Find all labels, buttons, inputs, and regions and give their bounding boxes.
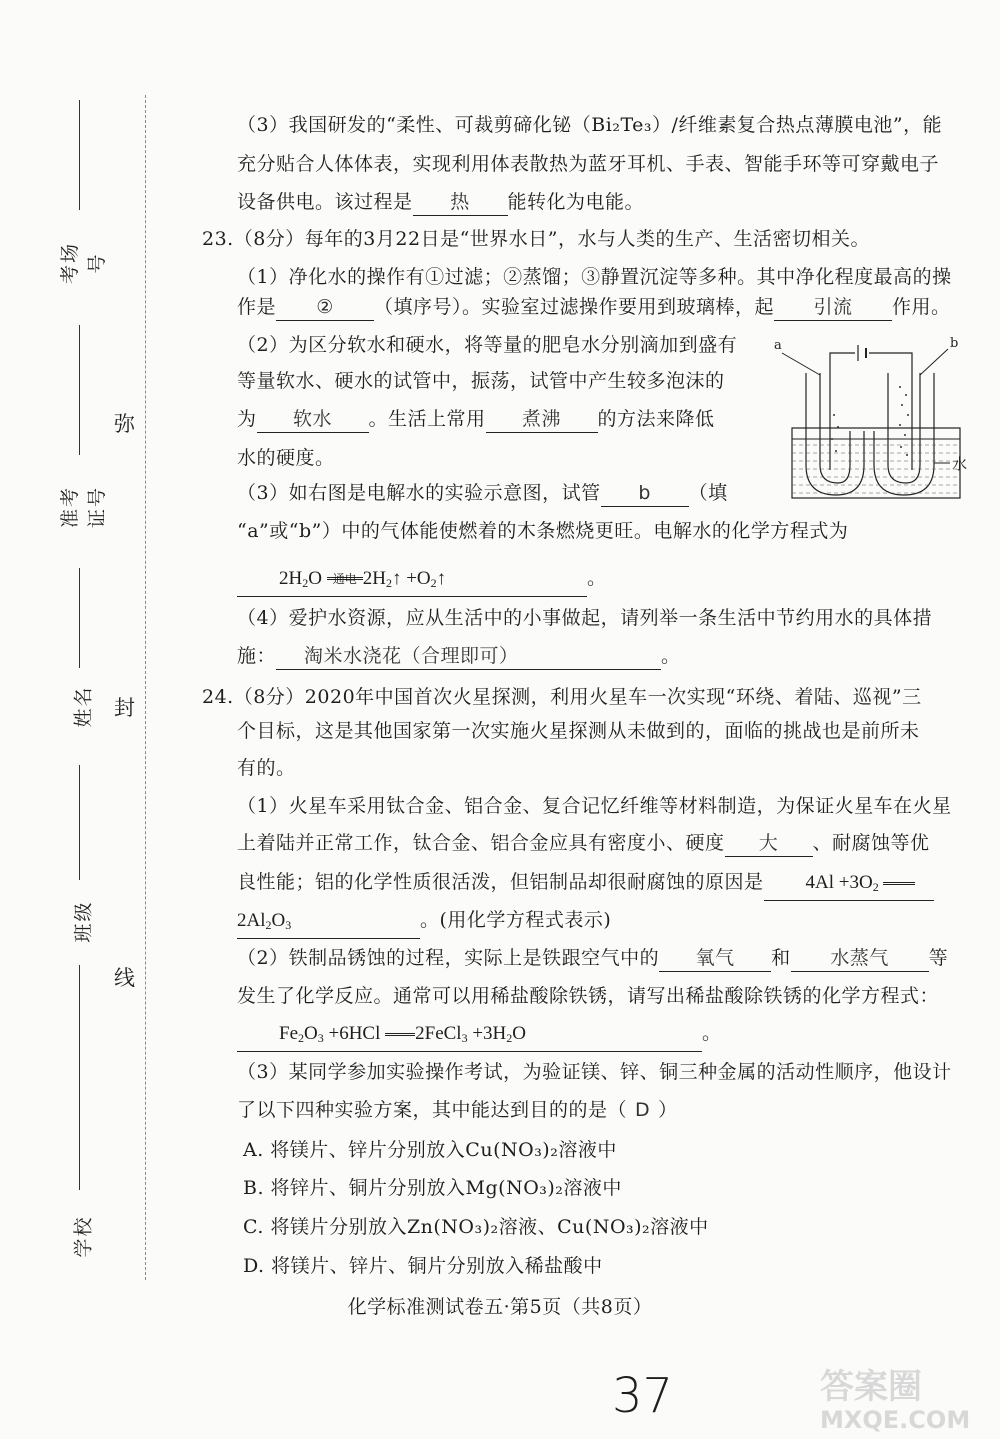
q22-3-line3: 设备供电。该过程是 热 能转化为电能。 <box>237 189 644 216</box>
q23-heading: 23.（8分）每年的3月22日是“世界水日”，水与人类的生产、生活密切相关。 <box>202 228 870 250</box>
name-line <box>79 568 80 668</box>
watermark-bottom: MXQE.COM <box>820 1406 971 1434</box>
watermark-top: 答案圈 <box>820 1367 922 1407</box>
choice-answer[interactable]: D <box>635 1099 651 1121</box>
answer-blank[interactable]: b <box>601 480 689 507</box>
answer-blank[interactable]: 煮沸 <box>486 406 598 433</box>
q24-2-line1: （2）铁制品锈蚀的过程，实际上是铁跟空气中的 氧气 和 水蒸气 等 <box>237 945 948 972</box>
pointer-a <box>782 353 820 375</box>
answer-blank[interactable]: 引流 <box>774 294 892 321</box>
answer-blank[interactable]: 淘米水浇花（合理即可） <box>276 643 661 670</box>
q23-1-line1: （1）净化水的操作有①过滤；②蒸馏；③静置沉淀等多种。其中净化程度最高的操 <box>237 266 952 288</box>
wire-right <box>869 353 912 470</box>
diagram-label-a: a <box>774 338 782 353</box>
equation-blank[interactable]: $2Al_2O_3$ <box>237 908 420 939</box>
exam-room-label: 考场号 <box>59 242 108 285</box>
option-a: A. 将镁片、锌片分别放入Cu(NO₃)₂溶液中 <box>243 1139 617 1161</box>
school-line <box>79 965 80 1190</box>
seal-char-mi: 弥 <box>114 412 135 436</box>
equation-blank[interactable]: $2H_2O$ 通电 $2H_2↑$ $+O_2↑$ <box>237 566 587 597</box>
q24-3-line1: （3）某同学参加实验操作考试，为验证镁、锌、铜三种金属的活动性顺序，他设计 <box>237 1061 952 1083</box>
q22-3-line2: 充分贴合人体体表，实现利用体表散热为蓝牙耳机、手表、智能手环等可穿戴电子 <box>237 153 940 175</box>
q23-2-line3: 为 软水 。生活上常用 煮沸 的方法来降低 <box>237 406 715 433</box>
q23-2-line2: 等量软水、硬水的试管中，振荡，试管中产生较多泡沫的 <box>237 370 725 392</box>
answer-blank[interactable]: 大 <box>725 830 813 857</box>
q23-4-line1: （4）爱护水资源，应从生活中的小事做起，请列举一条生活中节约用水的具体措 <box>237 607 933 629</box>
answer-blank[interactable]: ② <box>276 294 374 321</box>
q24-1-line4: $2Al_2O_3$ 。(用化学方程式表示) <box>237 907 611 939</box>
q24-heading-line2: 个目标，这是其他国家第一次实施火星探测从未做到的，面临的挑战也是前所未 <box>237 720 920 742</box>
q24-heading: 24.（8分）2020年中国首次火星探测，利用火星车一次实现“环绕、着陆、巡视”三 <box>202 686 922 708</box>
class-label: 班级 <box>72 900 95 943</box>
binding-margin <box>0 0 150 1439</box>
q23-3-line2: “a”或“b”）中的气体能使燃着的木条燃烧更旺。电解水的化学方程式为 <box>237 520 849 542</box>
exam-room-line <box>79 100 80 210</box>
option-d: D. 将镁片、锌片、铜片分别放入稀盐酸中 <box>243 1255 603 1277</box>
q23-1-line2: 作是 ② （填序号）。实验室过滤操作要用到玻璃棒，起 引流 作用。 <box>237 294 951 321</box>
q23-4-line2: 施： 淘米水浇花（合理即可） 。 <box>237 643 681 670</box>
equation-blank[interactable]: $Fe_2O_3 +6HCl$ 2FeCl$_3$ $+3H_2O$ <box>237 1021 702 1052</box>
answer-blank[interactable]: 软水 <box>257 406 369 433</box>
handwritten-page-number: 37 <box>612 1368 674 1424</box>
wire-left <box>830 353 855 470</box>
diagram-label-water: 水 <box>952 455 968 473</box>
q24-1-line3: 良性能；铝的化学性质很活泼，但铝制品却很耐腐蚀的原因是 $4Al +3O_2$ <box>237 869 934 901</box>
school-label: 学校 <box>72 1215 95 1258</box>
q23-3-line1: （3）如右图是电解水的实验示意图，试管 b （填 <box>237 480 728 507</box>
answer-blank[interactable]: 热 <box>413 189 508 216</box>
q24-heading-line3: 有的。 <box>237 757 296 779</box>
q23-3-equation-line: $2H_2O$ 通电 $2H_2↑$ $+O_2↑$ 。 <box>237 566 606 597</box>
electrolysis-diagram <box>770 335 985 500</box>
q23-2-line4: 水的硬度。 <box>237 447 335 469</box>
admission-number-line <box>79 325 80 455</box>
class-line <box>79 765 80 880</box>
equation-blank[interactable]: $4Al +3O_2$ <box>764 870 934 901</box>
watermark-logo <box>812 1360 992 1435</box>
q24-1-line2: 上着陆并正常工作，钛合金、铝合金应具有密度小、硬度 大 、耐腐蚀等优 <box>237 830 930 857</box>
q22-3-line1: （3）我国研发的“柔性、可裁剪碲化铋（Bi₂Te₃）/纤维素复合热点薄膜电池”，能 <box>237 114 943 136</box>
pointer-b <box>920 349 948 375</box>
q24-2-line2: 发生了化学反应。通常可以用稀盐酸除铁锈，请写出稀盐酸除铁锈的化学方程式： <box>237 985 940 1007</box>
page-footer: 化学标准测试卷五·第5页（共8页） <box>347 1296 653 1318</box>
q24-3-line2: 了以下四种实验方案，其中能达到目的的是（ D ） <box>237 1099 678 1121</box>
admission-number-label: 准考证号 <box>59 486 108 529</box>
q24-1-line1: （1）火星车采用钛合金、铝合金、复合记忆纤维等材料制造，为保证火星车在火星 <box>237 795 952 817</box>
diagram-label-b: b <box>950 336 959 351</box>
option-b: B. 将锌片、铜片分别放入Mg(NO₃)₂溶液中 <box>243 1177 622 1199</box>
q24-2-equation-line: $Fe_2O_3 +6HCl$ 2FeCl$_3$ $+3H_2O$ 。 <box>237 1021 721 1052</box>
seal-char-feng: 封 <box>114 696 135 720</box>
name-label: 姓名 <box>72 685 95 728</box>
seal-char-xian: 线 <box>114 966 135 990</box>
seal-dashed-line <box>145 95 146 1280</box>
gas-bubbles <box>831 386 909 456</box>
answer-blank[interactable]: 氧气 <box>659 945 771 972</box>
answer-blank[interactable]: 水蒸气 <box>791 945 929 972</box>
option-c: C. 将镁片分别放入Zn(NO₃)₂溶液、Cu(NO₃)₂溶液中 <box>243 1216 709 1238</box>
q23-2-line1: （2）为区分软水和硬水，将等量的肥皂水分别滴加到盛有 <box>237 334 738 356</box>
